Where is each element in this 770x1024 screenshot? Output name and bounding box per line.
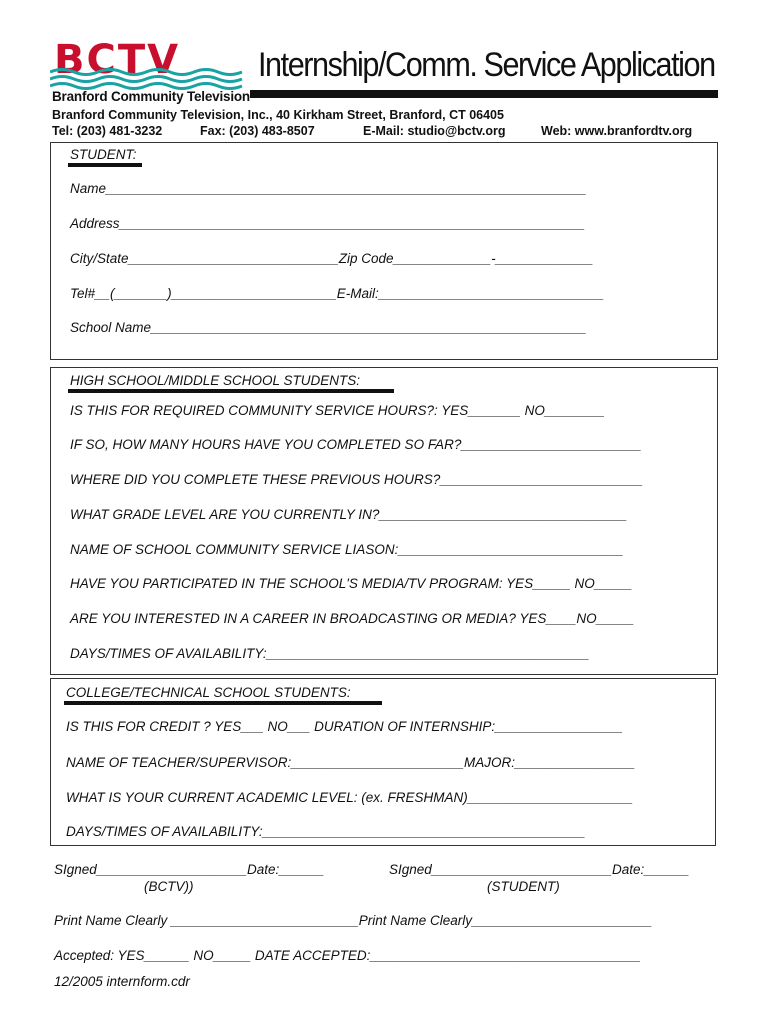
name-field[interactable]: Name________________________________________________________________ bbox=[70, 181, 587, 196]
grade-level-question[interactable]: WHAT GRADE LEVEL ARE YOU CURRENTLY IN?_________________________________ bbox=[70, 507, 628, 522]
high-school-heading: HIGH SCHOOL/MIDDLE SCHOOL STUDENTS: bbox=[70, 373, 361, 388]
liaison-question[interactable]: NAME OF SCHOOL COMMUNITY SERVICE LIASON:______________________________ bbox=[70, 542, 624, 557]
student-heading: STUDENT: bbox=[70, 147, 137, 162]
college-availability-question[interactable]: DAYS/TIMES OF AVAILABILITY:___________________________________________ bbox=[66, 824, 586, 839]
address-field[interactable]: Address______________________________________________________________ bbox=[70, 216, 586, 231]
student-signature-field[interactable]: SIgned________________________Date:______ bbox=[389, 862, 690, 877]
previous-hours-question[interactable]: WHERE DID YOU COMPLETE THESE PREVIOUS HOURS?___________________________ bbox=[70, 472, 644, 487]
required-hours-question[interactable]: IS THIS FOR REQUIRED COMMUNITY SERVICE HOURS?: YES_______ NO________ bbox=[70, 403, 605, 418]
school-name-field[interactable]: School Name__________________________________________________________ bbox=[70, 320, 587, 335]
credit-question[interactable]: IS THIS FOR CREDIT ? YES___ NO___ DURATION OF INTERNSHIP:_________________ bbox=[66, 719, 623, 734]
print-name-fields[interactable]: Print Name Clearly _________________________Print Name Clearly________________________ bbox=[54, 913, 653, 928]
tel-email-field[interactable]: Tel#__(_______)______________________E-Mail:______________________________ bbox=[70, 286, 605, 301]
media-program-question[interactable]: HAVE YOU PARTICIPATED IN THE SCHOOL'S MEDIA/TV PROGRAM: YES_____ NO_____ bbox=[70, 576, 633, 591]
bctv-signature-field[interactable]: SIgned____________________Date:______ bbox=[54, 862, 325, 877]
web-text: Web: www.branfordtv.org bbox=[541, 124, 693, 138]
student-heading-underline bbox=[68, 163, 142, 167]
fax-text: Fax: (203) 483-8507 bbox=[200, 124, 315, 138]
accepted-field[interactable]: Accepted: YES______ NO_____ DATE ACCEPTED:____________________________________ bbox=[54, 948, 641, 963]
academic-level-question[interactable]: WHAT IS YOUR CURRENT ACADEMIC LEVEL: (ex. FRESHMAN)______________________ bbox=[66, 790, 633, 805]
tel-text: Tel: (203) 481-3232 bbox=[52, 124, 163, 138]
hours-completed-question[interactable]: IF SO, HOW MANY HOURS HAVE YOU COMPLETED SO FAR?________________________ bbox=[70, 437, 642, 452]
city-state-zip-field[interactable]: City/State____________________________Zip Code_____________-_____________ bbox=[70, 251, 594, 266]
career-interest-question[interactable]: ARE YOU INTERESTED IN A CAREER IN BROADCASTING OR MEDIA? YES____NO_____ bbox=[70, 611, 635, 626]
high-school-heading-underline bbox=[68, 389, 394, 393]
hs-availability-question[interactable]: DAYS/TIMES OF AVAILABILITY:___________________________________________ bbox=[70, 646, 590, 661]
form-footer: 12/2005 internform.cdr bbox=[54, 974, 190, 989]
page-title: Internship/Comm. Service Application bbox=[258, 46, 715, 84]
bctv-signature-label: (BCTV)) bbox=[144, 879, 194, 894]
supervisor-major-question[interactable]: NAME OF TEACHER/SUPERVISOR:_______________________MAJOR:________________ bbox=[66, 755, 636, 770]
student-signature-label: (STUDENT) bbox=[487, 879, 560, 894]
title-underline bbox=[250, 90, 718, 98]
bctv-logo: BCTV bbox=[54, 37, 181, 83]
email-text: E-Mail: studio@bctv.org bbox=[363, 124, 506, 138]
college-heading-underline bbox=[64, 701, 382, 705]
logo-subtitle: Branford Community Television bbox=[52, 89, 250, 104]
org-address: Branford Community Television, Inc., 40 Kirkham Street, Branford, CT 06405 bbox=[52, 108, 504, 122]
college-heading: COLLEGE/TECHNICAL SCHOOL STUDENTS: bbox=[66, 685, 351, 700]
